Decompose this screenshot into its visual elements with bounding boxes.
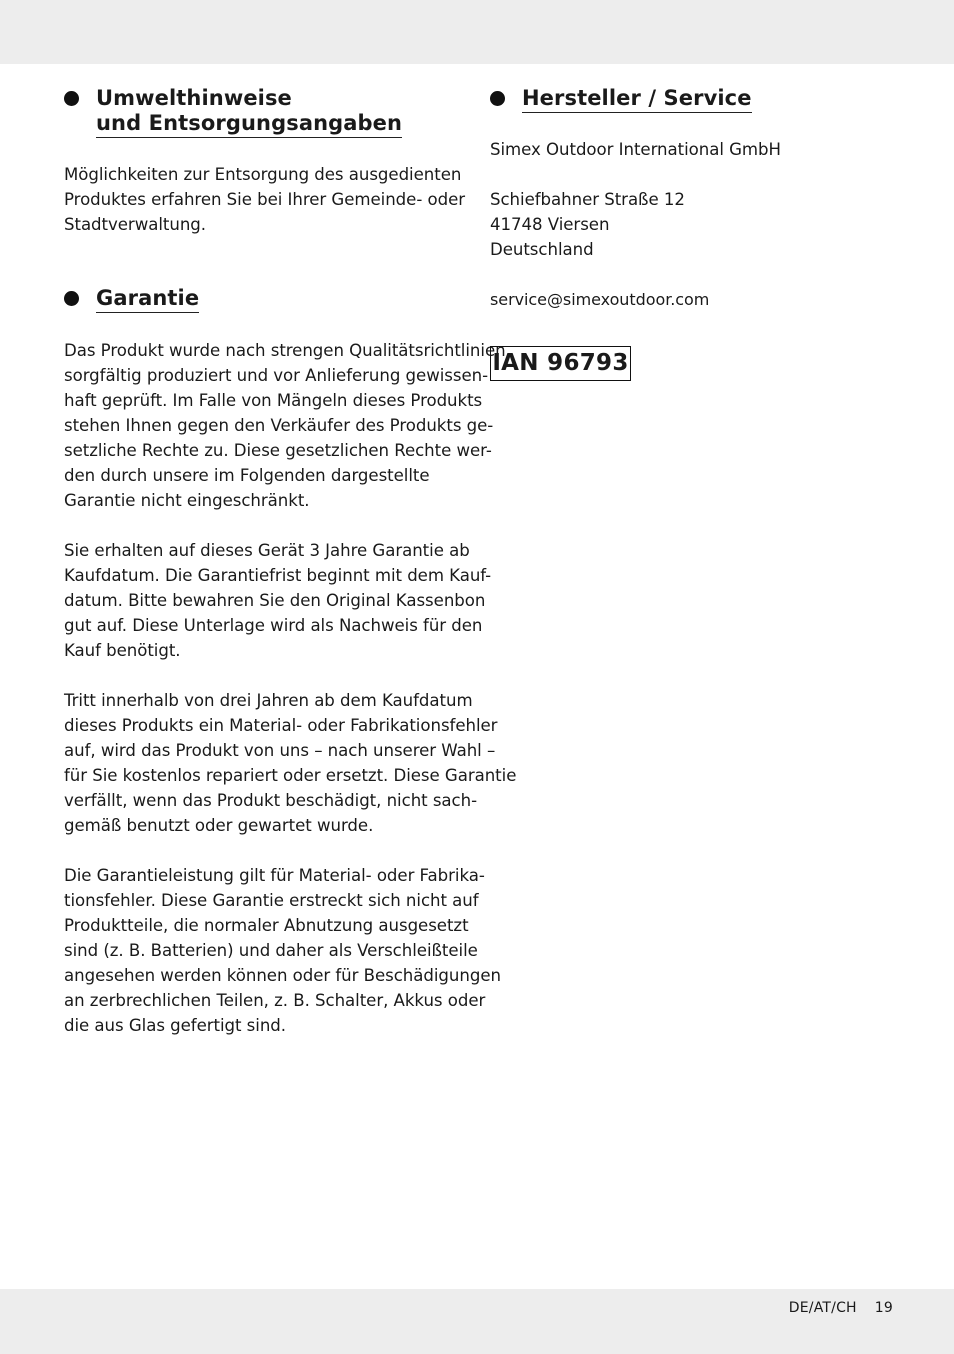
text-line: Das Produkt wurde nach strengen Qualitätsrichtlinien bbox=[64, 341, 506, 360]
text-line: für Sie kostenlos repariert oder ersetzt. Diese Garantie bbox=[64, 766, 517, 785]
address-street: Schiefbahner Straße 12 bbox=[490, 190, 685, 209]
text-line: Produktteile, die normaler Abnutzung ausgesetzt bbox=[64, 916, 469, 935]
bullet-icon bbox=[64, 291, 79, 306]
ian-number-box: IAN 96793 bbox=[490, 346, 631, 381]
text-line: auf, wird das Produkt von uns – nach unserer Wahl – bbox=[64, 741, 496, 760]
section-heading-garantie bbox=[64, 286, 199, 313]
text-line: gut auf. Diese Unterlage wird als Nachweis für den bbox=[64, 616, 483, 635]
heading-umwelt-text bbox=[96, 86, 402, 138]
company-name bbox=[490, 137, 781, 162]
text-line: Produktes erfahren Sie bei Ihrer Gemeinde- oder bbox=[64, 190, 466, 209]
text-line: gemäß benutzt oder gewartet wurde. bbox=[64, 816, 374, 835]
text-line: verfällt, wenn das Produkt beschädigt, nicht sach- bbox=[64, 791, 478, 810]
text-line: Tritt innerhalb von drei Jahren ab dem Kaufdatum bbox=[64, 691, 473, 710]
text-line: stehen Ihnen gegen den Verkäufer des Produkts ge- bbox=[64, 416, 494, 435]
text-line: die aus Glas gefertigt sind. bbox=[64, 1016, 287, 1035]
text-line: haft geprüft. Im Falle von Mängeln dieses Produkts bbox=[64, 391, 483, 410]
umwelt-paragraph bbox=[64, 162, 465, 237]
text-line: Die Garantieleistung gilt für Material- oder Fabrika- bbox=[64, 866, 485, 885]
garantie-paragraph-3 bbox=[64, 688, 516, 838]
section-heading-umwelt bbox=[64, 86, 402, 138]
text-line: angesehen werden können oder für Beschädigungen bbox=[64, 966, 501, 985]
email-link[interactable]: service@simexoutdoor.com bbox=[490, 290, 710, 309]
heading-garantie-text: Garantie bbox=[96, 286, 199, 313]
bullet-icon bbox=[490, 91, 505, 106]
text-line: Simex Outdoor International GmbH bbox=[490, 140, 781, 159]
text-line: an zerbrechlichen Teilen, z. B. Schalter, Akkus oder bbox=[64, 991, 486, 1010]
address bbox=[490, 187, 685, 262]
text-line: sorgfältig produziert und vor Anlieferung gewissen- bbox=[64, 366, 489, 385]
garantie-paragraph-4 bbox=[64, 863, 501, 1038]
heading-service-text: Hersteller / Service bbox=[522, 86, 752, 113]
text-line: den durch unsere im Folgenden dargestellte bbox=[64, 466, 430, 485]
garantie-paragraph-2 bbox=[64, 538, 491, 663]
page-number: 19 bbox=[874, 1300, 893, 1316]
text-line: datum. Bitte bewahren Sie den Original Kassenbon bbox=[64, 591, 486, 610]
bullet-icon bbox=[64, 91, 79, 106]
text-line: sind (z. B. Batterien) und daher als Verschleißteile bbox=[64, 941, 478, 960]
garantie-paragraph-1 bbox=[64, 338, 506, 513]
text-line: Kaufdatum. Die Garantiefrist beginnt mit dem Kauf- bbox=[64, 566, 492, 585]
text-line: Kauf benötigt. bbox=[64, 641, 181, 660]
text-line: Sie erhalten auf dieses Gerät 3 Jahre Garantie ab bbox=[64, 541, 470, 560]
text-line: tionsfehler. Diese Garantie erstreckt sich nicht auf bbox=[64, 891, 479, 910]
heading-umwelt-line2: und Entsorgungsangaben bbox=[96, 111, 403, 135]
heading-umwelt-line1: Umwelthinweise bbox=[96, 86, 292, 110]
text-line: Stadtverwaltung. bbox=[64, 215, 206, 234]
address-country: Deutschland bbox=[490, 240, 594, 259]
address-city: 41748 Viersen bbox=[490, 215, 610, 234]
footer-locale: DE/AT/CH bbox=[788, 1300, 857, 1316]
section-heading-service bbox=[490, 86, 752, 113]
header-band bbox=[0, 0, 954, 64]
service-email[interactable] bbox=[490, 287, 709, 312]
text-line: dieses Produkts ein Material- oder Fabrikationsfehler bbox=[64, 716, 498, 735]
text-line: Möglichkeiten zur Entsorgung des ausgedienten bbox=[64, 165, 462, 184]
text-line: Garantie nicht eingeschränkt. bbox=[64, 491, 310, 510]
footer bbox=[789, 1300, 893, 1316]
footer-band bbox=[0, 1289, 954, 1354]
text-line: setzliche Rechte zu. Diese gesetzlichen Rechte wer- bbox=[64, 441, 492, 460]
